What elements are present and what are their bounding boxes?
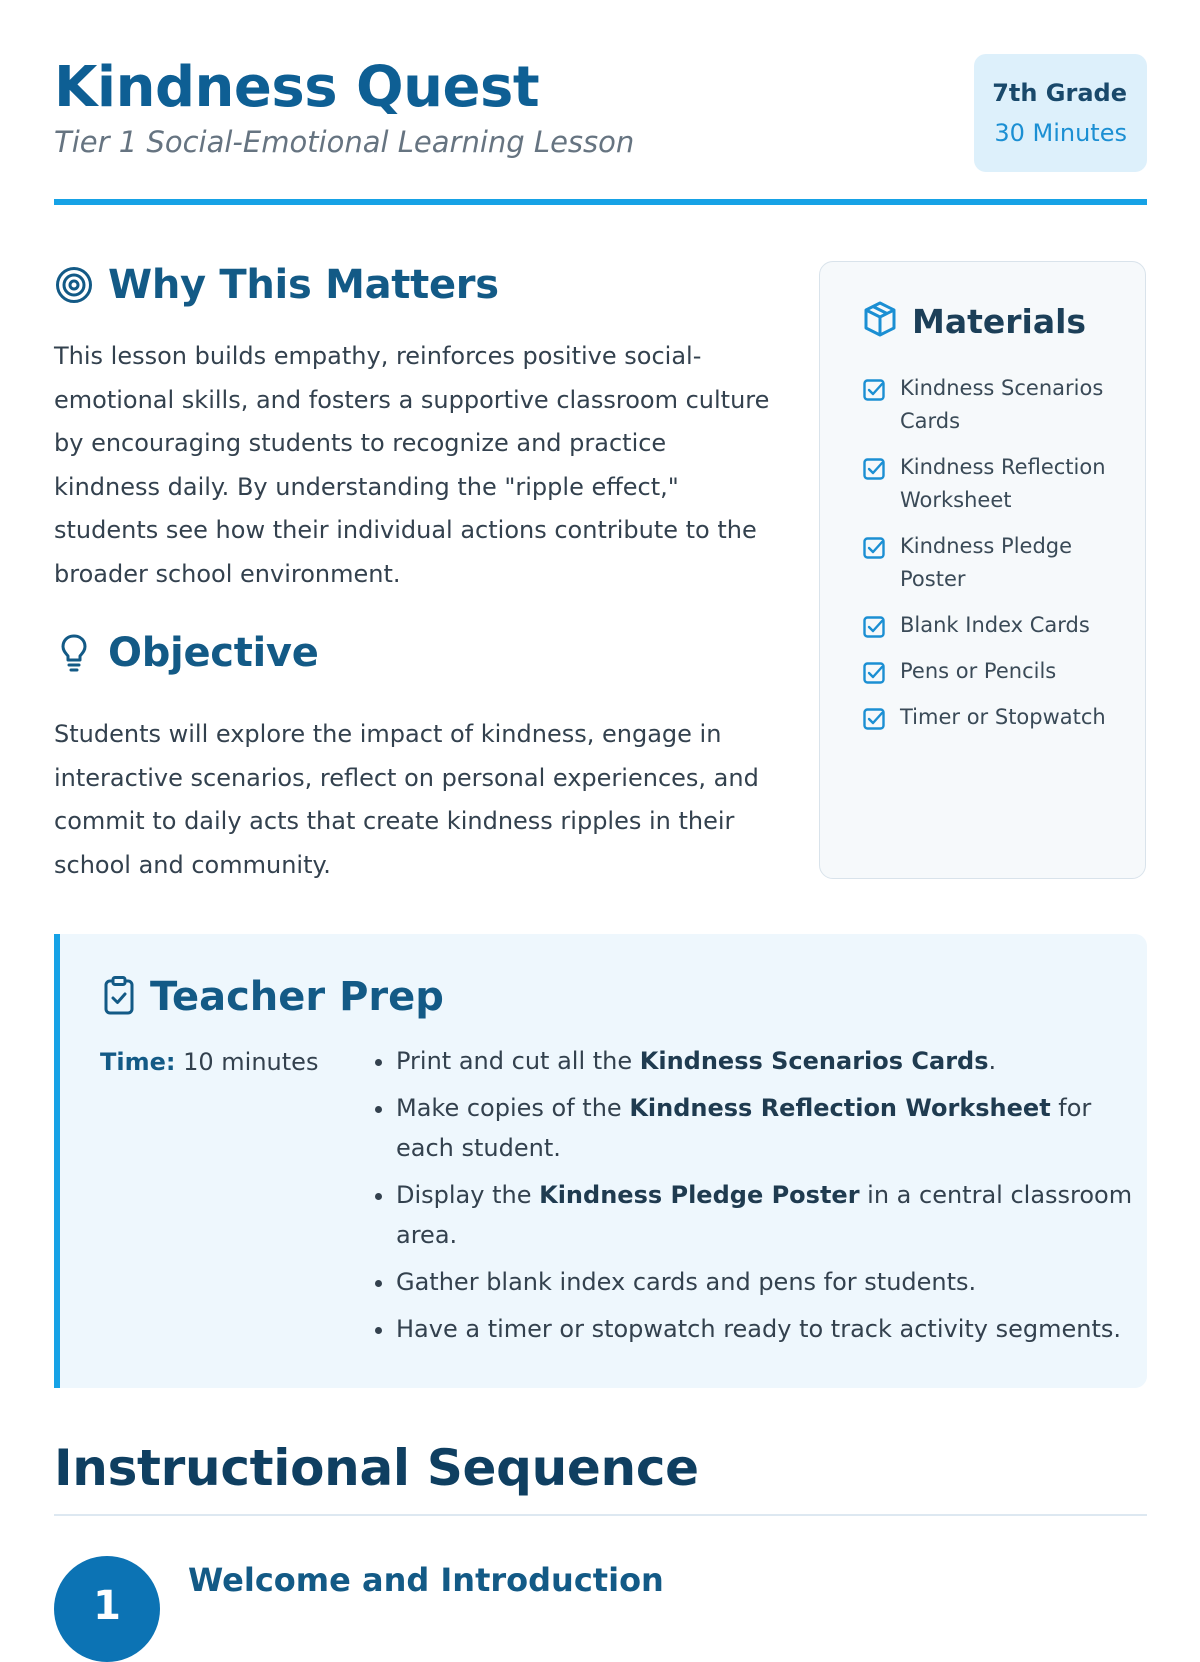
prep-time (100, 1044, 318, 1080)
checkbox-checked-icon (862, 536, 886, 560)
materials-card (819, 261, 1146, 879)
prep-item (396, 1088, 1146, 1168)
prep-item-bold: Kindness Reflection Worksheet (629, 1094, 1051, 1122)
materials-item (862, 530, 1112, 596)
prep-item-text: in a central classroom area. (396, 1181, 1133, 1249)
objective-heading-row (54, 623, 774, 683)
sequence-heading: Instructional Sequence (54, 1439, 699, 1497)
page-title: Kindness Quest (54, 55, 540, 120)
objective-text: Students will explore the impact of kindness, engage in interactive scenarios, reflect on personal experiences, and commit to daily acts that create kindness ripples in their school and community. (54, 720, 759, 879)
objective-heading: Objective (108, 630, 319, 676)
prep-item-text: Have a timer or stopwatch ready to track activity segments. (396, 1315, 1122, 1343)
lightbulb-icon (54, 633, 94, 673)
materials-item-label: Kindness Scenarios Cards (900, 376, 1104, 433)
page-subtitle: Tier 1 Social-Emotional Learning Lesson (54, 125, 635, 159)
materials-item (862, 701, 1112, 734)
materials-item-label: Pens or Pencils (900, 659, 1057, 683)
sequence-divider (54, 1514, 1147, 1516)
prep-item-text: Make copies of the (396, 1094, 630, 1122)
prep-item-text: Display the (396, 1181, 540, 1209)
prep-item (396, 1041, 1146, 1081)
checkbox-checked-icon (862, 378, 886, 402)
prep-item-text: . (988, 1047, 997, 1075)
why-text: This lesson builds empathy, reinforces positive social-emotional skills, and fosters a supportive classroom culture by encouraging students to recognize and practice kindness daily. By understanding the "ripple effect," students see how their individual actions contribute to the broader school environment. (54, 342, 770, 588)
materials-item (862, 372, 1112, 438)
target-icon (54, 265, 94, 305)
main-column (54, 255, 774, 887)
box-icon (862, 300, 898, 342)
materials-item-label: Timer or Stopwatch (900, 705, 1106, 729)
header-divider (54, 199, 1147, 205)
materials-item-label: Kindness Reflection Worksheet (900, 455, 1106, 512)
prep-item-text: Gather blank index cards and pens for students. (396, 1268, 977, 1296)
lesson-header (54, 52, 1147, 202)
materials-heading: Materials (912, 301, 1087, 341)
prep-item-text: Print and cut all the (396, 1047, 640, 1075)
prep-time-label: Time: (100, 1048, 176, 1076)
why-heading-row (54, 255, 774, 315)
materials-item (862, 609, 1112, 642)
prep-heading-row (102, 974, 444, 1020)
checkbox-checked-icon (862, 615, 886, 639)
prep-time-value: 10 minutes (183, 1048, 319, 1076)
step-title: Welcome and Introduction (188, 1561, 664, 1599)
materials-item (862, 655, 1112, 688)
materials-item-label: Blank Index Cards (900, 613, 1090, 637)
grade-duration-badge (974, 54, 1147, 172)
materials-item (862, 451, 1112, 517)
lesson-page (54, 0, 1147, 1629)
prep-item-text: for each student. (396, 1094, 1092, 1162)
checkbox-checked-icon (862, 661, 886, 685)
clipboard-check-icon (102, 975, 136, 1019)
materials-list (862, 372, 1112, 747)
prep-list (366, 1041, 1146, 1356)
prep-item (396, 1175, 1146, 1255)
grade-label: 7th Grade (992, 79, 1127, 107)
checkbox-checked-icon (862, 457, 886, 481)
materials-heading-row (862, 300, 1086, 342)
duration-label: 30 Minutes (994, 119, 1127, 147)
materials-item-label: Kindness Pledge Poster (900, 534, 1073, 591)
step-number-badge: 1 (54, 1556, 160, 1662)
prep-item-bold: Kindness Scenarios Cards (639, 1047, 989, 1075)
teacher-prep-panel (54, 934, 1147, 1388)
prep-item (396, 1309, 1146, 1349)
prep-item (396, 1262, 1146, 1302)
checkbox-checked-icon (862, 707, 886, 731)
prep-heading: Teacher Prep (150, 974, 444, 1020)
prep-item-bold: Kindness Pledge Poster (539, 1181, 860, 1209)
why-heading: Why This Matters (108, 262, 499, 308)
